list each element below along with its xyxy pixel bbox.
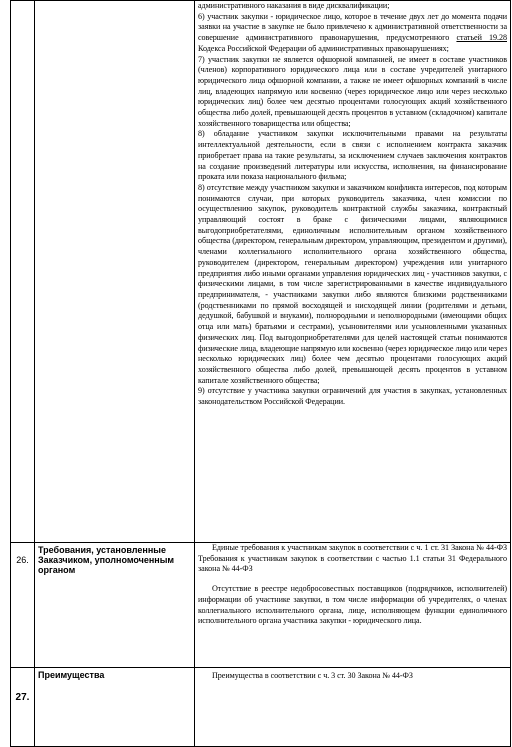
row-label: Преимущества	[35, 668, 195, 747]
document-page	[10, 0, 510, 712]
row-number-cell	[11, 1, 35, 543]
paragraph: 8) обладание участником закупки исключительными правами на результаты интеллектуальной деятельности, если в связи с исполнением контракта заказчик приобретает права на такие результаты, за исключением случаев заключения контрактов на создание произведений литературы или искусства, исполнения, на финансирование проката или показа национального фильма;	[198, 129, 507, 182]
row-label-cell	[35, 1, 195, 543]
paragraph: Единые требования к участникам закупок в соответствии с ч. 1 ст. 31 Закона № 44-ФЗ Требования к участникам закупок в соответствии с частью 1.1 статьи 31 Федерального закона № 44-ФЗ	[198, 543, 507, 574]
row-number: 26.	[11, 543, 35, 668]
paragraph: административного наказания в виде дисквалификации;	[198, 1, 390, 10]
table-row	[11, 1, 511, 543]
requirements-list-cell	[195, 1, 511, 543]
law-article-link[interactable]: статьей 19.28	[456, 33, 507, 43]
row-label: Требования, установленные Заказчиком, уполномоченным органом	[35, 543, 195, 668]
row-number: 27.	[11, 668, 35, 747]
paragraph	[198, 12, 507, 55]
paragraph: 7) участник закупки не является офшорной компанией, не имеет в составе участников (членов) корпоративного юридического лица или в составе учредителей унитарного юридического лица офшорной компании, а также не имеет офшорных компаний в числе лиц, владеющих напрямую или косвенно (через юридическое лицо или через несколько юридических лиц) более чем десятью процентами голосующих акций хозяйственного общества либо долей, превышающей десять процентов в уставном (складочном) капитале хозяйственного товарищества или общества;	[198, 54, 507, 128]
table-row	[11, 543, 511, 668]
row-content: Преимущества в соответствии с ч. 3 ст. 30 Закона № 44-ФЗ	[195, 668, 511, 747]
paragraph-text: 6) участник закупки - юридическое лицо, которое в течение двух лет до момента подачи заявки на участие в закупке не было привлечено к административной ответственности за совершение административного правонарушения, предусмотренного	[198, 11, 507, 43]
paragraph: Отсутствие в реестре недобросовестных поставщиков (подрядчиков, исполнителей) информации об участнике закупки, в том числе информации об учредителях, о членах коллегиального исполнительного органа, лице, исполняющем функции единоличного исполнительного органа участника закупки - юридического лица.	[198, 584, 507, 626]
requirements-table	[10, 0, 511, 747]
paragraph: 8) отсутствие между участником закупки и заказчиком конфликта интересов, под которым понимаются случаи, при которых руководитель заказчика, член комиссии по осуществлению закупок, руководитель контрактной службы заказчика, контрактный управляющий состоят в браке с физическими лицами, являющимися выгодоприобретателями, единоличным исполнительным органом хозяйственного общества (директором, генеральным директором, управляющим, президентом и другими), членами коллегиального исполнительного органа хозяйственного общества, руководителем (директором, генеральным директором) учреждения или унитарного предприятия либо иными органами управления юридических лиц - участников закупки, с физическими лицами, в том числе зарегистрированными в качестве индивидуального предпринимателя, - участниками закупки либо являются близкими родственниками (родственниками по прямой восходящей и нисходящей линии (родителями и детьми, дедушкой, бабушкой и внуками), полнородными и неполнородными (имеющими общих отца или мать) братьями и сестрами), усыновителями или усыновленными указанных физических лиц. Под выгодоприобретателями для целей настоящей статьи понимаются физические лица, владеющие напрямую или косвенно (через юридическое лицо или через несколько юридических лиц) более чем десятью процентами голосующих акций хозяйственного общества либо долей, превышающей десять процентов в уставном капитале хозяйственного общества;	[198, 182, 507, 385]
paragraph: 9) отсутствие у участника закупки ограничений для участия в закупках, установленных законодательством Российской Федерации.	[198, 386, 507, 407]
table-row	[11, 668, 511, 747]
paragraph-tail: Кодекса Российской Федерации об административных правонарушениях;	[198, 43, 449, 53]
row-content	[195, 543, 511, 668]
